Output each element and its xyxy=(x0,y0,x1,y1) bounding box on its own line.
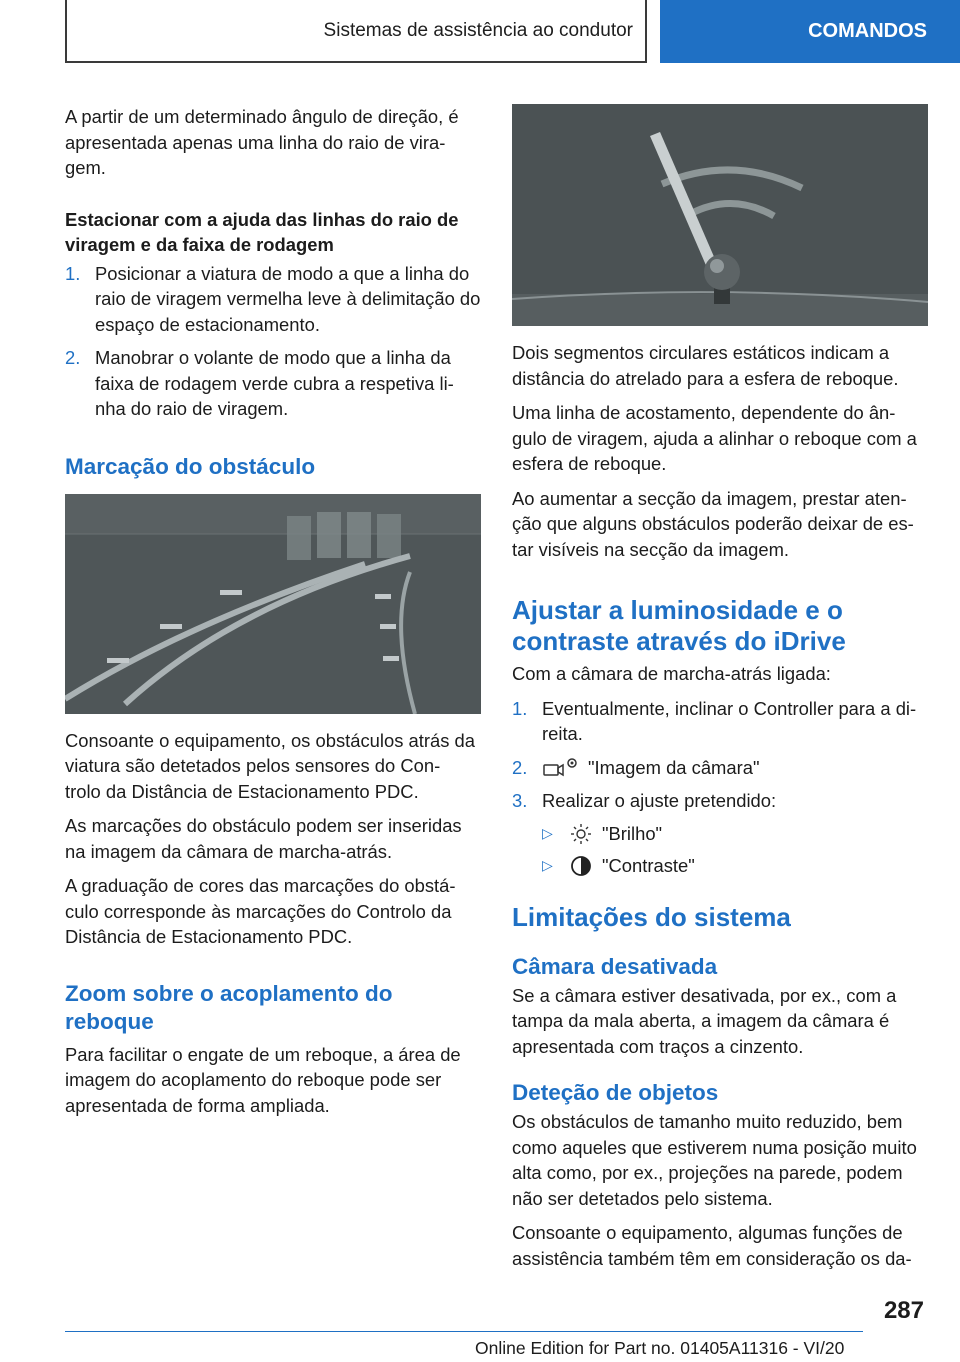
option-label: "Contraste" xyxy=(602,854,695,876)
step-text: "Imagem da câmara" xyxy=(588,756,760,778)
adjust-intro: Com a câmara de marcha-atrás ligada: xyxy=(512,663,831,684)
alignment-paragraph: Uma linha de acostamento, dependente do ân- gulo de viragem, ajuda a alinhar o reboque com a esfera de reboque. xyxy=(512,402,917,474)
adjust-step-3 xyxy=(512,788,928,814)
left-column xyxy=(65,104,481,1118)
right-column xyxy=(512,104,928,1271)
step-number: 1. xyxy=(65,262,81,284)
bullet-triangle-icon: ▷ xyxy=(542,856,553,873)
parking-subheading: Estacionar com a ajuda das linhas do raio de viragem e da faixa de rodagem xyxy=(65,208,459,255)
header-section-box xyxy=(65,0,647,63)
option-label: "Brilho" xyxy=(602,822,663,844)
limits-heading: Limitações do sistema xyxy=(512,901,791,932)
header-chapter-tab xyxy=(660,0,960,63)
zoom-heading: Zoom sobre o acoplamento do reboque xyxy=(65,980,393,1034)
parking-steps xyxy=(65,261,481,422)
step-number: 1. xyxy=(512,697,528,719)
step-number: 3. xyxy=(512,790,528,811)
zoom-paragraph: Para facilitar o engate de um reboque, a área de imagem do acoplamento do reboque pode ser apresentada de forma ampliada. xyxy=(65,1043,461,1116)
step-text: Posicionar a viatura de modo a que a linha do raio de viragem vermelha leve à delimitação do espaço de estacionamento. xyxy=(95,262,481,335)
adjust-steps xyxy=(512,696,928,814)
zoom-warning-paragraph: Ao aumentar a secção da imagem, prestar aten- ção que alguns obstáculos poderão deixar de es- tar visíveis na secção da imagem. xyxy=(512,487,914,560)
page-number: 287 xyxy=(883,1297,924,1324)
option-contrast xyxy=(512,850,928,882)
bullet-triangle-icon: ▷ xyxy=(542,824,553,841)
step-text: Realizar o ajuste pretendido: xyxy=(542,790,777,811)
step-text: Eventualmente, inclinar o Controller para a di- reita. xyxy=(542,697,917,744)
camera-off-paragraph: Se a câmara estiver desativada, por ex., com a tampa da mala aberta, a imagem da câmara é apresentada com traços a cinzento. xyxy=(512,984,897,1057)
header-chapter-title: COMANDOS xyxy=(808,20,927,42)
obstacle-paragraph-3: A graduação de cores das marcações do obstá- culo corresponde às marcações do Controlo da Distância de Estacionamento PDC. xyxy=(65,875,456,947)
camera-settings-icon xyxy=(542,755,582,779)
step-number: 2. xyxy=(512,756,528,778)
footer-divider xyxy=(65,1331,863,1332)
footer-edition: Online Edition for Part no. 01405A11316 - VI/20 xyxy=(475,1338,845,1358)
contrast-icon xyxy=(570,855,592,877)
obstacle-heading: Marcação do obstáculo xyxy=(65,453,316,479)
step-number: 2. xyxy=(65,347,81,368)
segments-paragraph: Dois segmentos circulares estáticos indicam a distância do atrelado para a esfera de reboque. xyxy=(512,342,899,389)
brightness-icon xyxy=(570,823,592,845)
header-section-title: Sistemas de assistência ao condutor xyxy=(323,19,633,41)
option-brightness xyxy=(512,818,928,850)
intro-paragraph: A partir de um determinado ângulo de direção, é apresentada apenas uma linha do raio de vira- gem. xyxy=(65,106,459,178)
detection-paragraph-2: Consoante o equipamento, algumas funções de assistência também têm em consideração os da- xyxy=(512,1222,912,1269)
obstacle-paragraph-1: Consoante o equipamento, os obstáculos atrás da viatura são detetados pelos sensores do Con- trolo da Distância de Estacionamento PDC. xyxy=(65,729,475,802)
obstacle-marking-figure xyxy=(65,494,481,714)
adjust-step-2 xyxy=(512,755,928,781)
trailer-coupling-figure xyxy=(512,104,928,326)
parking-step-2 xyxy=(65,345,481,422)
detection-paragraph-1: Os obstáculos de tamanho muito reduzido, bem como aqueles que estiverem numa posição muito alta como, por ex., projeções na parede, podem não ser detetados pelo sistema. xyxy=(512,1111,917,1209)
adjust-heading: Ajustar a luminosidade e o contraste através do iDrive xyxy=(512,595,846,656)
adjust-step-1 xyxy=(512,696,928,747)
detection-heading: Deteção de objetos xyxy=(512,1080,719,1105)
step-text: Manobrar o volante de modo que a linha da faixa de rodagem verde cubra a respetiva li- nha do raio de viragem. xyxy=(95,347,454,419)
camera-off-heading: Câmara desativada xyxy=(512,953,718,979)
obstacle-paragraph-2: As marcações do obstáculo podem ser inseridas na imagem da câmara de marcha-atrás. xyxy=(65,815,462,862)
parking-step-1 xyxy=(65,261,481,338)
